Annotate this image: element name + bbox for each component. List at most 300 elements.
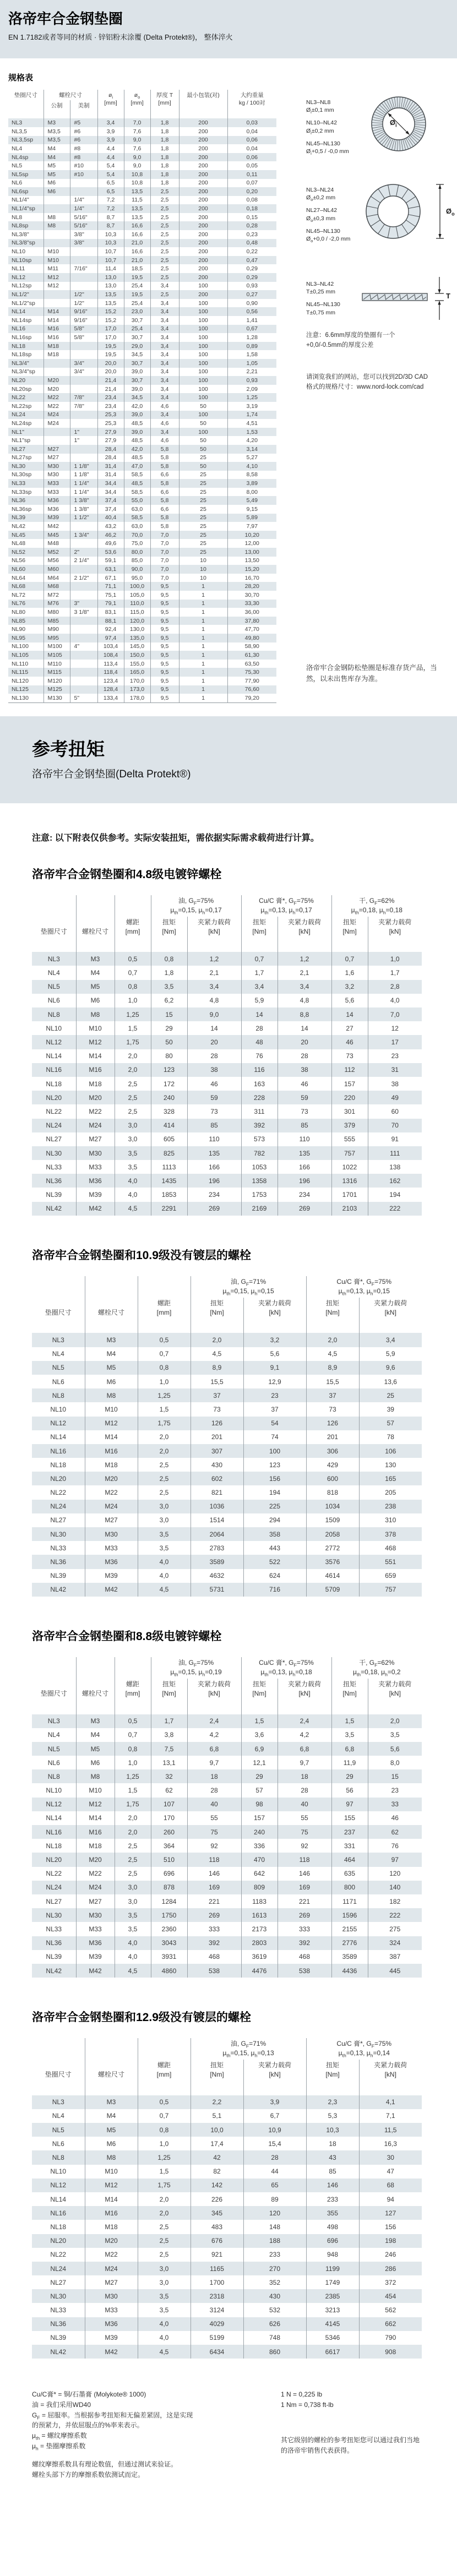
torque-cell: M30: [76, 1146, 115, 1160]
spec-cell: 15,20: [227, 565, 276, 574]
spec-cell: 6,6: [150, 505, 179, 514]
spec-cell: 6,5: [97, 187, 124, 196]
spec-cell: 200: [179, 273, 227, 282]
torque-cell: 15,5: [191, 1375, 243, 1388]
torque-cell: 1,25: [115, 1007, 151, 1021]
spec-cell: 1 3/8": [70, 496, 97, 505]
col-torque: 扭矩 [Nm]: [306, 1298, 359, 1333]
cam-washer-top-view-icon: [359, 183, 457, 241]
torque-cell: 676: [191, 2234, 243, 2248]
spec-cell: 9,5: [150, 660, 179, 668]
torque-cell: 430: [191, 1458, 243, 1472]
torque-cell: 201: [306, 1430, 359, 1444]
spec-cell: M52: [43, 548, 70, 557]
torque-cell: 1183: [241, 1894, 278, 1908]
torque-cell: M10: [85, 2165, 138, 2179]
spec-cell: 200: [179, 264, 227, 273]
spec-cell: [70, 685, 97, 694]
torque-cell: 17,4: [191, 2137, 243, 2150]
spec-cell: NL12: [12, 274, 26, 281]
spec-cell: 48,5: [124, 436, 150, 445]
torque-cell: NL22: [50, 2251, 67, 2259]
torque-row: [32, 1742, 422, 1756]
spec-cell: 2,5: [150, 230, 179, 239]
spec-cell: 2,09: [227, 385, 276, 394]
torque-cell: 50: [151, 1035, 187, 1049]
torque-cell: 2,1: [187, 966, 241, 979]
spec-cell: 110,0: [124, 600, 150, 608]
spec-cell: 0,08: [227, 196, 276, 205]
torque-cell: NL27: [50, 1516, 67, 1524]
spec-cell: 27,9: [97, 428, 124, 437]
spec-row: [8, 316, 276, 325]
torque-cell: 1,0: [138, 2137, 191, 2150]
torque-row: [32, 1430, 422, 1444]
spec-cell: 15,2: [97, 316, 124, 325]
torque-cell: 1113: [151, 1160, 187, 1174]
spec-cell: 1: [179, 634, 227, 642]
spec-cell: 9,5: [150, 642, 179, 651]
footnotes: [32, 2389, 457, 2480]
spec-row: [8, 221, 276, 230]
spec-cell: 5/8": [70, 333, 97, 342]
spec-cell: NL1/2"sp: [12, 299, 35, 307]
spec-row: [8, 213, 276, 222]
spec-row: [8, 557, 276, 565]
torque-cell: 454: [359, 2289, 422, 2303]
spec-row: [8, 307, 276, 316]
torque-cell: 97: [368, 1853, 422, 1866]
spec-cell: 1 3/4": [70, 531, 97, 540]
torque-row: [32, 1839, 422, 1853]
spec-cell: NL45: [12, 531, 26, 538]
inner-diameter-tolerance-block: [306, 95, 457, 155]
torque-cell: M14: [76, 1049, 115, 1063]
torque-cell: 221: [187, 1894, 241, 1908]
spec-cell: 0,23: [227, 230, 276, 239]
torque-cell: 73: [278, 1104, 331, 1118]
spec-cell: 47,0: [124, 462, 150, 471]
spec-cell: 25: [179, 479, 227, 488]
spec-row: [8, 411, 276, 420]
torque-cell: 0,5: [115, 952, 151, 966]
spec-cell: 43,2: [97, 522, 124, 531]
torque-cell: 18: [278, 1769, 331, 1783]
spec-cell: 3/4": [70, 359, 97, 368]
torque-cell: NL39: [50, 2334, 67, 2342]
spec-cell: 9,5: [150, 600, 179, 608]
torque-cell: NL42: [46, 1205, 62, 1213]
torque-cell: 2318: [191, 2289, 243, 2303]
spec-cell: M72: [43, 591, 70, 600]
spec-cell: 3,4: [150, 428, 179, 437]
serrated-washer-top-view-icon: [359, 95, 447, 153]
spec-cell: 34,4: [97, 488, 124, 497]
torque-cell: 562: [359, 2303, 422, 2317]
spec-cell: NL68: [12, 583, 26, 590]
spec-cell: 5,8: [150, 496, 179, 505]
spec-cell: [70, 411, 97, 420]
torque-cell: 2803: [241, 1936, 278, 1950]
torque-cell: M20: [76, 1853, 115, 1866]
torque-cell: 240: [241, 1825, 278, 1839]
torque-cell: 221: [278, 1894, 331, 1908]
spec-cell: 100: [179, 342, 227, 351]
spec-cell: 8,7: [97, 221, 124, 230]
spec-cell: 48,5: [124, 479, 150, 488]
spec-cell: 16,6: [124, 221, 150, 230]
torque-cell: 3,5: [138, 2303, 191, 2317]
spec-cell: [70, 419, 97, 428]
torque-cell: NL30: [46, 1911, 62, 1919]
torque-cell: 148: [243, 2220, 306, 2234]
spec-row: [8, 273, 276, 282]
torque-cell: M12: [85, 1417, 138, 1430]
spec-cell: 4,6: [150, 436, 179, 445]
footnotes-right: [281, 2389, 421, 2480]
torque-cell: M36: [76, 1936, 115, 1950]
torque-cell: 65: [243, 2179, 306, 2192]
torque-cell: M16: [76, 1825, 115, 1839]
torque-cell: 498: [306, 2220, 359, 2234]
torque-cell: NL27: [46, 1897, 62, 1905]
torque-cell: M6: [76, 994, 115, 1007]
washer-cross-section-icon: [359, 277, 457, 320]
torque-cell: 818: [306, 1485, 359, 1499]
spec-cell: M110: [43, 660, 70, 668]
spec-cell: M22: [43, 393, 70, 402]
spec-cell: [70, 454, 97, 462]
torque-cell: 6,8: [331, 1742, 368, 1756]
spec-cell: 123,4: [97, 677, 124, 685]
spec-cell: 34,5: [124, 393, 150, 402]
torque-cell: 16,3: [359, 2137, 422, 2150]
torque-cell: 269: [187, 1202, 241, 1216]
torque-cell: 15,4: [243, 2137, 306, 2150]
spec-cell: NL72: [12, 591, 26, 598]
spec-cell: M100: [43, 642, 70, 651]
torque-cell: 8,0: [368, 1756, 422, 1769]
torque-cell: M39: [76, 1950, 115, 1964]
torque-cell: M14: [85, 1430, 138, 1444]
spec-cell: 10,3: [97, 239, 124, 248]
torque-row: [32, 1202, 422, 1216]
spec-row: [8, 668, 276, 677]
torque-row: [32, 1417, 422, 1430]
spec-cell: 5,8: [150, 522, 179, 531]
spec-cell: 13,5: [124, 213, 150, 222]
torque-cell: 2064: [191, 1527, 243, 1541]
spec-cell: 31,4: [97, 471, 124, 480]
spec-cell: 25: [179, 548, 227, 557]
spec-cell: 5,8: [150, 479, 179, 488]
spec-cell: 58,90: [227, 642, 276, 651]
torque-cell: 2772: [306, 1541, 359, 1555]
spec-cell: [70, 187, 97, 196]
spec-cell: 1": [70, 436, 97, 445]
spec-cell: 23,4: [97, 402, 124, 411]
spec-cell: 3/8": [70, 239, 97, 248]
spec-cell: [70, 651, 97, 660]
spec-row: [8, 428, 276, 437]
spec-cell: 95,0: [124, 574, 150, 582]
torque-cell: 18: [306, 2137, 359, 2150]
condition-group-header: Cu/C 膏*, $G_F=75\%$ $\mu_{th}=0,13$, $\mu_h=0,15$: [306, 1276, 422, 1298]
torque-cell: 5,3: [306, 2109, 359, 2123]
spec-cell: 31,4: [97, 462, 124, 471]
torque-cell: NL10: [50, 1405, 67, 1413]
spec-cell: 4,51: [227, 419, 276, 428]
torque-cell: 310: [359, 1513, 422, 1527]
spec-cell: 20,0: [97, 368, 124, 377]
spec-cell: 3,4: [97, 118, 124, 127]
spec-row: [8, 368, 276, 377]
spec-cell: 17,0: [97, 325, 124, 334]
spec-row: [8, 591, 276, 600]
spec-row: [8, 204, 276, 213]
spec-cell: M5: [43, 161, 70, 170]
tolerance-label: NL10–NL42 $Ø_i\pm 0,2$ mm: [306, 119, 338, 135]
torque-cell: 5,6: [368, 1742, 422, 1756]
spec-cell: 9,5: [150, 617, 179, 625]
torque-cell: 269: [278, 1202, 331, 1216]
torque-row: [32, 2150, 422, 2164]
torque-cell: 1,7: [151, 1714, 187, 1728]
torque-cell: 2,5: [138, 1458, 191, 1472]
torque-cell: 333: [278, 1922, 331, 1936]
spec-row: [8, 531, 276, 540]
spec-cell: 13,5: [97, 299, 124, 308]
spec-row: [8, 290, 276, 299]
spec-cell: 1 3/8": [70, 505, 97, 514]
torque-cell: NL14: [50, 1433, 67, 1441]
spec-cell: 5,8: [150, 454, 179, 462]
spec-cell: M64: [43, 574, 70, 582]
spec-cell: 4,6: [150, 419, 179, 428]
spec-cell: 85,0: [124, 557, 150, 565]
torque-cell: NL42: [46, 1967, 62, 1975]
spec-cell: 61,30: [227, 651, 276, 660]
spec-cell: 1: [179, 694, 227, 702]
spec-cell: NL1"sp: [12, 437, 31, 444]
spec-cell: 0,48: [227, 239, 276, 248]
spec-cell: 10,8: [124, 170, 150, 179]
spec-cell: [43, 230, 70, 239]
spec-cell: 9,5: [150, 625, 179, 634]
torque-cell: 2,0: [138, 1430, 191, 1444]
footnote-line: 其它级别的螺栓的参考扭矩您可以通过我们当地: [281, 2436, 420, 2444]
spec-cell: 7,0: [150, 557, 179, 565]
torque-cell: 4,5: [138, 1583, 191, 1597]
torque-row: [32, 2095, 422, 2109]
thickness-tolerance-note: 注意：6.6mm厚度的垫圈有一个 +0,0/-0.5mm的厚度公差: [306, 332, 395, 348]
torque-cell: 3124: [191, 2303, 243, 2317]
torque-cell: M10: [76, 1021, 115, 1035]
torque-cell: 182: [368, 1894, 422, 1908]
spec-row: [8, 282, 276, 291]
spec-cell: [70, 582, 97, 591]
spec-cell: 0,06: [227, 136, 276, 145]
spec-cell: 39,0: [124, 411, 150, 420]
spec-cell: NL3/4"sp: [12, 368, 35, 375]
spec-cell: 1,58: [227, 350, 276, 359]
spec-cell: 1,8: [150, 136, 179, 145]
spec-cell: 3/4": [70, 368, 97, 377]
outer-diameter-label: $Ø_o$: [446, 207, 455, 217]
torque-cell: M8: [76, 1769, 115, 1783]
torque-cell: 1022: [331, 1160, 368, 1174]
spec-cell: 39,0: [124, 385, 150, 394]
torque-cell: 1034: [306, 1500, 359, 1513]
torque-row: [32, 2234, 422, 2248]
torque-cell: 12,1: [241, 1756, 278, 1769]
torque-cell: 73: [191, 1402, 243, 1416]
col-inner-diameter: $ø_i$ [mm]: [97, 90, 124, 118]
torque-cell: 1,2: [187, 952, 241, 966]
torque-cell: 146: [187, 1867, 241, 1881]
spec-cell: 75,30: [227, 668, 276, 677]
spec-cell: 7,6: [124, 127, 150, 136]
spec-cell: M14: [43, 316, 70, 325]
torque-cell: NL16: [46, 1828, 62, 1836]
spec-cell: 8,58: [227, 471, 276, 480]
col-bolt-size: 螺栓尺寸: [43, 90, 97, 100]
torque-cell: NL3: [47, 955, 60, 963]
torque-cell: M24: [76, 1881, 115, 1894]
torque-cell: 1,75: [115, 1035, 151, 1049]
torque-cell: NL36: [46, 1177, 62, 1185]
spec-cell: 34,4: [97, 479, 124, 488]
torque-cell: 59: [278, 1091, 331, 1104]
spec-cell: 13,5: [124, 187, 150, 196]
spec-row: [8, 694, 276, 702]
spec-cell: [43, 368, 70, 377]
col-bolt-size: 螺栓尺寸: [76, 895, 115, 952]
spec-row: [8, 471, 276, 480]
torque-cell: 29: [331, 1769, 368, 1783]
spec-row: [8, 136, 276, 145]
spec-cell: M90: [43, 625, 70, 634]
spec-cell: 9,5: [150, 668, 179, 677]
condition-group-header: 干, $G_F=62\%$ $\mu_{th}=0,18$, $\mu_h=0,18$: [331, 895, 422, 917]
spec-cell: 39,0: [124, 428, 150, 437]
spec-cell: 28,4: [97, 454, 124, 462]
torque-row: [32, 1188, 422, 1201]
spec-cell: NL18: [12, 342, 26, 350]
torque-cell: 6,8: [278, 1742, 331, 1756]
spec-cell: 1,25: [227, 393, 276, 402]
spec-cell: NL33: [12, 480, 26, 487]
torque-subheading: 洛帝牢合金钢垫圈(Delta Protekt®): [32, 768, 191, 780]
torque-cell: M5: [76, 1742, 115, 1756]
torque-row: [32, 2192, 422, 2206]
spec-cell: 7/8": [70, 402, 97, 411]
torque-cell: M3: [76, 1714, 115, 1728]
torque-cell: 1199: [306, 2262, 359, 2275]
torque-cell: 275: [368, 1922, 422, 1936]
spec-cell: 9,5: [150, 677, 179, 685]
spec-cell: [70, 256, 97, 265]
torque-cell: 31: [368, 1063, 422, 1077]
torque-cell: 2291: [151, 1202, 187, 1216]
torque-row: [32, 1077, 422, 1091]
torque-cell: 2,0: [138, 2192, 191, 2206]
spec-row: [8, 144, 276, 153]
spec-cell: 4,6: [150, 402, 179, 411]
torque-cell: 3,0: [115, 1132, 151, 1146]
torque-cell: 4145: [306, 2317, 359, 2331]
torque-cell: 260: [151, 1825, 187, 1839]
spec-cell: 7,0: [150, 574, 179, 582]
spec-cell: M10: [43, 256, 70, 265]
spec-cell: 1: [179, 625, 227, 634]
spec-cell: [70, 385, 97, 394]
torque-cell: 157: [241, 1811, 278, 1825]
torque-cell: 142: [191, 2179, 243, 2192]
col-weight: 大约重量 kg / 100对: [227, 90, 276, 118]
torque-cell: NL27: [46, 1135, 62, 1143]
torque-row: [32, 1472, 422, 1485]
torque-cell: 2,1: [278, 966, 331, 979]
spec-cell: 5,8: [150, 462, 179, 471]
torque-cell: 60: [368, 1104, 422, 1118]
torque-cell: M12: [85, 2179, 138, 2192]
spec-cell: 2,5: [150, 213, 179, 222]
torque-cell: 430: [243, 2289, 306, 2303]
torque-cell: 172: [151, 1077, 187, 1091]
torque-row: [32, 2220, 422, 2234]
spec-cell: 9/16": [70, 307, 97, 316]
spec-cell: 1: [179, 660, 227, 668]
torque-cell: 269: [187, 1908, 241, 1922]
torque-cell: 4029: [191, 2317, 243, 2331]
torque-cell: 392: [241, 1119, 278, 1132]
torque-cell: 355: [306, 2206, 359, 2220]
torque-cell: 55: [187, 1811, 241, 1825]
torque-cell: M4: [85, 1347, 138, 1361]
spec-cell: 2,5: [150, 256, 179, 265]
torque-cell: 364: [151, 1839, 187, 1853]
spec-cell: 30,70: [227, 591, 276, 600]
spec-cell: 165,0: [124, 668, 150, 677]
torque-table: [32, 1276, 422, 1597]
torque-cell: NL10: [46, 1787, 62, 1795]
torque-cell: NL5: [47, 983, 60, 991]
torque-cell: 3,6: [241, 1728, 278, 1742]
torque-cell: 25: [359, 1388, 422, 1402]
torque-row: [32, 2179, 422, 2192]
spec-cell: 37,80: [227, 617, 276, 625]
spec-cell: NL22sp: [12, 402, 32, 410]
footnote-line: $\mu_{th}$ = 螺纹摩擦系数: [32, 2432, 87, 2441]
spec-cell: NL20: [12, 377, 26, 384]
spec-cell: NL36sp: [12, 505, 32, 513]
spec-cell: 5/16": [70, 213, 97, 222]
torque-row: [32, 1049, 422, 1063]
spec-cell: 1,8: [150, 144, 179, 153]
torque-cell: 85: [278, 1119, 331, 1132]
torque-cell: 123: [243, 1458, 306, 1472]
torque-cell: 1,25: [138, 2150, 191, 2164]
spec-cell: 1,53: [227, 428, 276, 437]
torque-cell: NL10: [50, 2167, 67, 2176]
spec-cell: NL5: [12, 162, 23, 170]
spec-cell: M11: [43, 264, 70, 273]
spec-cell: 88,1: [97, 617, 124, 625]
spec-row: [8, 625, 276, 634]
spec-cell: NL60: [12, 566, 26, 573]
footnote-line: $\mu_h$ = 垫圈摩擦系数: [32, 2442, 86, 2452]
